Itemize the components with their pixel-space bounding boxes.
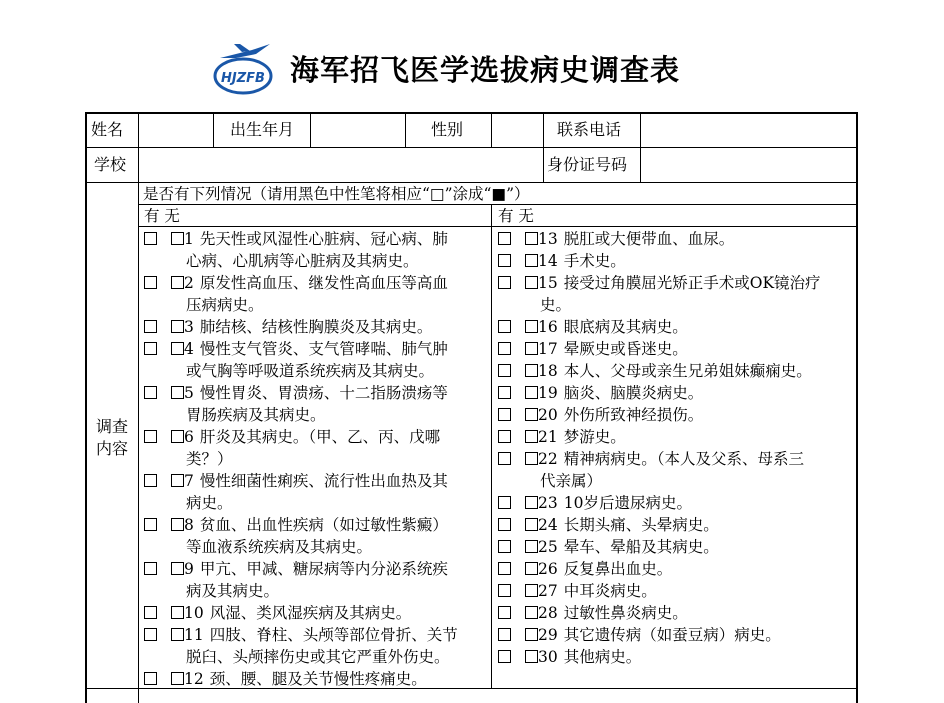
no-checkbox[interactable] [171, 430, 184, 443]
condition-text: 过敏性鼻炎病史。 [563, 604, 688, 622]
condition-item [144, 602, 411, 624]
condition-number: 6 [184, 428, 194, 446]
condition-text: 手术史。 [563, 252, 626, 270]
yes-checkbox[interactable] [498, 562, 511, 575]
condition-item [144, 316, 432, 338]
yes-checkbox[interactable] [498, 540, 511, 553]
yes-checkbox[interactable] [144, 430, 157, 443]
school-label: 学校 [94, 155, 127, 174]
condition-number: 12 [184, 670, 204, 688]
no-checkbox[interactable] [525, 540, 538, 553]
no-checkbox[interactable] [525, 496, 538, 509]
condition-text: 四肢、脊柱、头颅等部位骨折、关节 [209, 626, 458, 644]
logo-text: HJZFB [221, 71, 265, 86]
condition-text: 10岁后遗尿病史。 [563, 494, 692, 512]
no-checkbox[interactable] [525, 386, 538, 399]
condition-number: 10 [184, 604, 204, 622]
condition-item [498, 492, 692, 514]
condition-text-continued: 病史。 [186, 494, 233, 512]
condition-text: 甲亢、甲减、糖尿病等内分泌系统疾 [199, 560, 448, 578]
condition-number: 8 [184, 516, 194, 534]
no-checkbox[interactable] [171, 276, 184, 289]
yes-checkbox[interactable] [498, 584, 511, 597]
yes-checkbox[interactable] [144, 320, 157, 333]
yes-checkbox[interactable] [498, 518, 511, 531]
no-checkbox[interactable] [525, 562, 538, 575]
condition-item [144, 382, 448, 404]
yes-checkbox[interactable] [498, 232, 511, 245]
condition-item [144, 514, 448, 536]
no-checkbox[interactable] [171, 320, 184, 333]
condition-number: 16 [538, 318, 558, 336]
section-label-line1: 调查 [96, 417, 129, 436]
condition-number: 7 [184, 472, 194, 490]
condition-number: 18 [538, 362, 558, 380]
condition-text-continued: 或气胸等呼吸道系统疾病及其病史。 [186, 362, 435, 380]
yes-no-header-right: 有 无 [498, 207, 534, 225]
condition-item [144, 558, 448, 580]
condition-text-continued: 代亲属） [540, 472, 603, 490]
no-checkbox[interactable] [525, 606, 538, 619]
condition-text: 肺结核、结核性胸膜炎及其病史。 [199, 318, 433, 336]
condition-item [498, 228, 734, 250]
condition-text: 慢性细菌性痢疾、流行性出血热及其 [199, 472, 448, 490]
condition-item [498, 382, 703, 404]
condition-text: 脑炎、脑膜炎病史。 [563, 384, 704, 402]
condition-text: 接受过角膜屈光矫正手术或OK镜治疗 [563, 274, 821, 292]
condition-number: 13 [538, 230, 558, 248]
no-checkbox[interactable] [171, 628, 184, 641]
condition-number: 3 [184, 318, 194, 336]
condition-text-continued: 压病病史。 [186, 296, 264, 314]
phone-field[interactable] [642, 114, 855, 146]
condition-text: 反复鼻出血史。 [563, 560, 673, 578]
no-checkbox[interactable] [525, 628, 538, 641]
condition-item [498, 580, 657, 602]
no-checkbox[interactable] [171, 342, 184, 355]
condition-text: 外伤所致神经损伤。 [563, 406, 704, 424]
yes-checkbox[interactable] [144, 386, 157, 399]
yes-checkbox[interactable] [144, 518, 157, 531]
gender-field[interactable] [493, 114, 542, 146]
phone-label: 联系电话 [557, 120, 622, 139]
no-checkbox[interactable] [525, 452, 538, 465]
no-checkbox[interactable] [525, 254, 538, 267]
no-checkbox[interactable] [525, 408, 538, 421]
condition-item [498, 360, 812, 382]
condition-item [498, 316, 688, 338]
no-checkbox[interactable] [171, 386, 184, 399]
yes-checkbox[interactable] [144, 276, 157, 289]
no-checkbox[interactable] [171, 606, 184, 619]
name-field[interactable] [140, 114, 212, 146]
condition-number: 9 [184, 560, 194, 578]
yes-checkbox[interactable] [144, 232, 157, 245]
condition-item [144, 624, 458, 646]
condition-text: 晕厥史或昏迷史。 [563, 340, 688, 358]
condition-number: 27 [538, 582, 558, 600]
yes-checkbox[interactable] [498, 650, 511, 663]
condition-text-continued: 病及其病史。 [186, 582, 280, 600]
condition-text: 中耳炎病史。 [563, 582, 657, 600]
condition-number: 5 [184, 384, 194, 402]
condition-item [498, 602, 688, 624]
condition-text: 精神病病史。（本人及父系、母系三 [563, 450, 804, 468]
condition-item [498, 514, 719, 536]
condition-text: 长期头痛、头晕病史。 [563, 516, 719, 534]
no-checkbox[interactable] [171, 232, 184, 245]
condition-number: 28 [538, 604, 558, 622]
yes-checkbox[interactable] [498, 342, 511, 355]
condition-number: 19 [538, 384, 558, 402]
yes-checkbox[interactable] [498, 606, 511, 619]
school-field[interactable] [140, 149, 542, 181]
yes-checkbox[interactable] [144, 672, 157, 685]
condition-number: 24 [538, 516, 558, 534]
yes-checkbox[interactable] [498, 408, 511, 421]
condition-text: 慢性胃炎、胃溃疡、十二指肠溃疡等 [199, 384, 448, 402]
yes-checkbox[interactable] [144, 342, 157, 355]
condition-number: 22 [538, 450, 558, 468]
condition-text-continued: 类？） [186, 450, 233, 468]
condition-number: 23 [538, 494, 558, 512]
no-checkbox[interactable] [525, 430, 538, 443]
condition-number: 26 [538, 560, 558, 578]
condition-item [144, 470, 448, 492]
condition-number: 4 [184, 340, 194, 358]
condition-item [498, 448, 804, 470]
yes-checkbox[interactable] [498, 276, 511, 289]
condition-item [498, 250, 626, 272]
condition-item [498, 558, 672, 580]
condition-number: 11 [184, 626, 204, 644]
condition-item [498, 338, 688, 360]
birth-label: 出生年月 [230, 120, 295, 139]
condition-number: 20 [538, 406, 558, 424]
no-checkbox[interactable] [171, 518, 184, 531]
yes-checkbox[interactable] [498, 452, 511, 465]
yes-no-header-left: 有 无 [144, 207, 180, 225]
no-checkbox[interactable] [171, 562, 184, 575]
condition-text: 风湿、类风湿疾病及其病史。 [209, 604, 412, 622]
condition-text: 其他病史。 [563, 648, 642, 666]
instruction-text: 是否有下列情况（请用黑色中性笔将相应“□”涂成“■”） [143, 185, 530, 203]
yes-checkbox[interactable] [498, 628, 511, 641]
condition-item [144, 668, 427, 690]
condition-number: 25 [538, 538, 558, 556]
no-checkbox[interactable] [525, 342, 538, 355]
condition-text: 脱肛或大便带血、血尿。 [563, 230, 735, 248]
condition-item [498, 536, 719, 558]
condition-item [498, 272, 821, 294]
yes-checkbox[interactable] [498, 364, 511, 377]
condition-text-continued: 胃肠疾病及其病史。 [186, 406, 326, 424]
condition-text: 本人、父母或亲生兄弟姐妹癫痫史。 [563, 362, 812, 380]
section-label-line2: 内容 [96, 439, 129, 458]
no-checkbox[interactable] [525, 650, 538, 663]
condition-item [144, 272, 448, 294]
condition-number: 17 [538, 340, 558, 358]
condition-text: 原发性高血压、继发性高血压等高血 [199, 274, 448, 292]
condition-item [498, 404, 703, 426]
id-label: 身份证号码 [547, 155, 628, 174]
page-title: 海军招飞医学选拔病史调查表 [290, 53, 681, 87]
no-checkbox[interactable] [171, 474, 184, 487]
id-field[interactable] [642, 149, 855, 181]
condition-number: 21 [538, 428, 558, 446]
condition-text: 其它遗传病（如蚕豆病）病史。 [563, 626, 781, 644]
condition-item [144, 338, 448, 360]
no-checkbox[interactable] [525, 276, 538, 289]
no-checkbox[interactable] [171, 672, 184, 685]
condition-item [498, 646, 641, 668]
condition-text-continued: 等血液系统疾病及其病史。 [186, 538, 373, 556]
condition-text-continued: 心病、心肌病等心脏病及其病史。 [186, 252, 419, 270]
condition-text: 慢性支气管炎、支气管哮喘、肺气肿 [199, 340, 448, 358]
no-checkbox[interactable] [525, 320, 538, 333]
condition-item [144, 228, 448, 250]
condition-text-continued: 史。 [540, 296, 572, 314]
no-checkbox[interactable] [525, 584, 538, 597]
yes-checkbox[interactable] [498, 254, 511, 267]
condition-number: 15 [538, 274, 558, 292]
condition-item [144, 426, 440, 448]
condition-text: 贫血、出血性疾病（如过敏性紫癜） [199, 516, 448, 534]
condition-number: 30 [538, 648, 558, 666]
condition-text: 眼底病及其病史。 [563, 318, 688, 336]
condition-number: 29 [538, 626, 558, 644]
yes-checkbox[interactable] [144, 628, 157, 641]
yes-checkbox[interactable] [144, 606, 157, 619]
gender-label: 性别 [431, 120, 464, 139]
yes-checkbox[interactable] [498, 430, 511, 443]
yes-checkbox[interactable] [498, 320, 511, 333]
condition-number: 2 [184, 274, 194, 292]
yes-checkbox[interactable] [144, 562, 157, 575]
yes-checkbox[interactable] [498, 386, 511, 399]
condition-text: 先天性或风湿性心脏病、冠心病、肺 [199, 230, 448, 248]
condition-text-continued: 脱臼、头颅摔伤史或其它严重外伤史。 [186, 648, 450, 666]
no-checkbox[interactable] [525, 518, 538, 531]
condition-text: 颈、腰、腿及关节慢性疼痛史。 [209, 670, 427, 688]
condition-item [498, 426, 626, 448]
condition-number: 14 [538, 252, 558, 270]
name-label: 姓名 [91, 120, 124, 139]
condition-item [498, 624, 781, 646]
yes-checkbox[interactable] [144, 474, 157, 487]
condition-text: 晕车、晕船及其病史。 [563, 538, 719, 556]
condition-text: 肝炎及其病史。（甲、乙、丙、戊哪 [199, 428, 441, 446]
birth-field[interactable] [312, 114, 404, 146]
yes-checkbox[interactable] [498, 496, 511, 509]
no-checkbox[interactable] [525, 364, 538, 377]
no-checkbox[interactable] [525, 232, 538, 245]
condition-number: 1 [184, 230, 194, 248]
condition-text: 梦游史。 [563, 428, 626, 446]
